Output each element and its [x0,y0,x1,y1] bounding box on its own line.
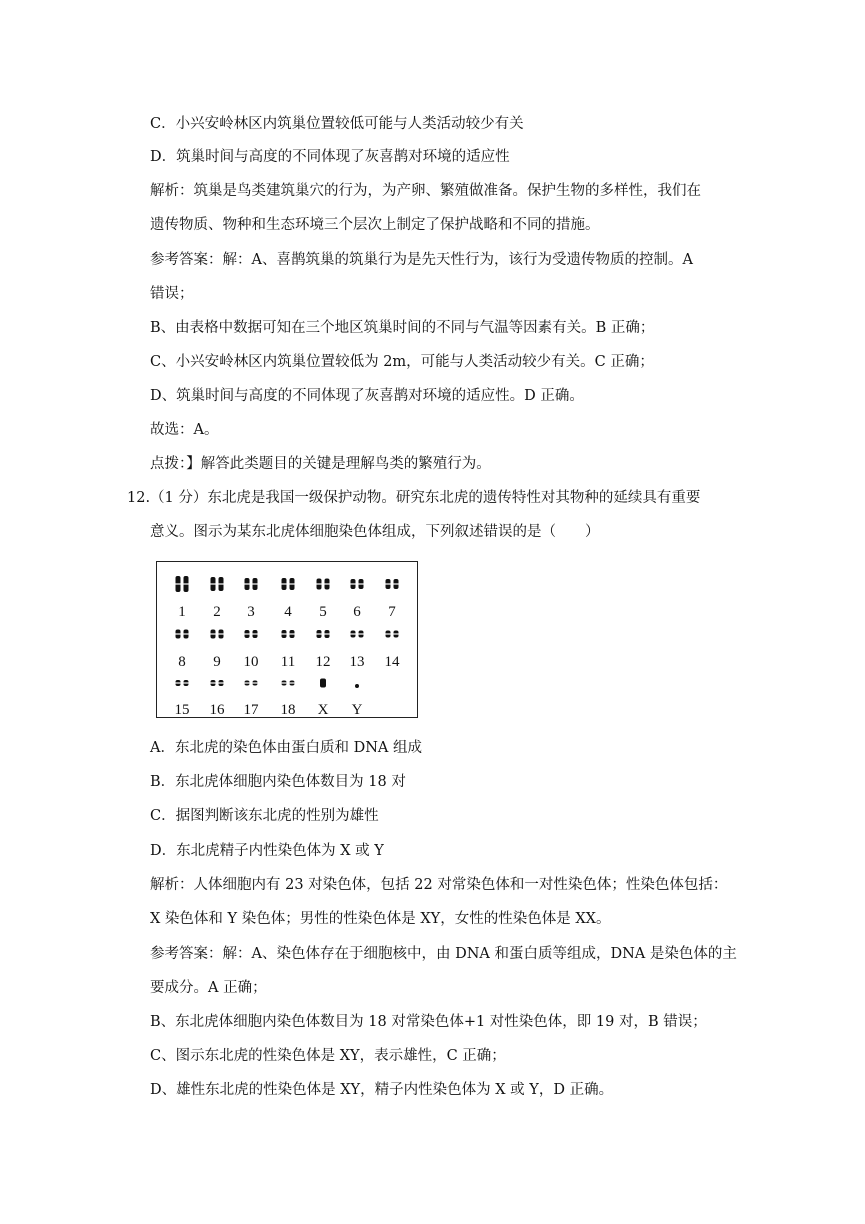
q12-stem-line-1: 12.（1 分）东北虎是我国一级保护动物。研究东北虎的遗传特性对其物种的延续具有重要 [127,490,701,506]
q12-answer-line-3: B、东北虎体细胞内染色体数目为 18 对常染色体+1 对性染色体，即 19 对，B 错误； [150,1014,707,1030]
karyotype-label-10: 10 [243,654,259,670]
karyotype-label-7: 7 [388,604,396,620]
karyotype-label-6: 6 [353,604,361,620]
karyotype-label-4: 4 [284,604,292,620]
karyotype-label-3: 3 [247,604,255,620]
q11-option-c: C．小兴安岭林区内筑巢位置较低可能与人类活动较少有关 [150,116,524,132]
q12-option-b: B．东北虎体细胞内染色体数目为 18 对 [150,774,406,790]
q12-answer-line-2: 要成分。A 正确； [150,980,267,996]
karyotype-label-13: 13 [349,654,365,670]
karyotype-label-17: 17 [243,702,259,717]
chromosome-3 [245,578,258,590]
chromosome-4 [282,578,295,590]
chromosome-Y [355,684,359,688]
chromosome-12 [317,630,330,638]
q12-option-c: C．据图判断该东北虎的性别为雄性 [150,808,379,824]
q12-stem-line-2: 意义。图示为某东北虎体细胞染色体组成，下列叙述错误的是（ ） [150,524,600,540]
chromosome-13 [351,631,364,638]
karyotype-label-12: 12 [315,654,331,670]
q11-analysis-line-1: 解析：筑巢是鸟类建筑巢穴的行为，为产卵、繁殖做准备。保护生物的多样性，我们在 [150,183,701,199]
q12-analysis-line-2: X 染色体和 Y 染色体；男性的性染色体是 XY，女性的性染色体是 XX。 [150,911,611,927]
karyotype-label-14: 14 [384,654,400,670]
chromosome-16 [211,680,224,686]
chromosome-6 [351,579,364,589]
karyotype-label-Y: Y [351,702,363,717]
q12-answer-line-4: C、图示东北虎的性染色体是 XY，表示雄性，C 正确； [150,1048,506,1064]
chromosome-11 [282,630,295,638]
q11-option-d: D．筑巢时间与高度的不同体现了灰喜鹊对环境的适应性 [150,149,510,165]
chromosome-15 [176,680,189,686]
karyotype-label-1: 1 [178,604,186,620]
q11-answer-line-3: B、由表格中数据可知在三个地区筑巢时间的不同与气温等因素有关。B 正确； [150,320,655,336]
karyotype-label-5: 5 [319,604,327,620]
chromosome-5 [317,579,330,590]
karyotype-label-8: 8 [178,654,186,670]
q11-analysis-line-2: 遗传物质、物种和生态环境三个层次上制定了保护战略和不同的措施。 [150,217,600,233]
chromosome-10 [245,630,258,638]
q11-answer-line-4: C、小兴安岭林区内筑巢位置较低为 2m，可能与人类活动较少有关。C 正确； [150,354,654,370]
q11-tip: 点拨：】解答此类题目的关键是理解鸟类的繁殖行为。 [150,456,491,472]
q12-option-a: A．东北虎的染色体由蛋白质和 DNA 组成 [150,740,422,756]
chromosome-8 [176,630,189,639]
q12-analysis-line-1: 解析：人体细胞内有 23 对染色体，包括 22 对常染色体和一对性染色体；性染色体包括： [150,877,728,893]
karyotype-svg [157,562,417,717]
karyotype-label-11: 11 [280,654,296,670]
q11-choice: 故选：A。 [150,422,219,438]
q12-answer-line-5: D、雄性东北虎的性染色体是 XY，精子内性染色体为 X 或 Y，D 正确。 [150,1082,614,1098]
q12-answer-line-1: 参考答案：解：A、染色体存在于细胞核中，由 DNA 和蛋白质等组成，DNA 是染色体的主 [150,946,737,962]
chromosome-17 [245,681,258,686]
karyotype-label-2: 2 [213,604,221,620]
chromosome-X [320,679,326,688]
karyotype-label-18: 18 [280,702,296,717]
chromosome-18 [282,681,295,686]
q11-answer-line-5: D、筑巢时间与高度的不同体现了灰喜鹊对环境的适应性。D 正确。 [150,388,584,404]
chromosome-1 [176,576,189,592]
karyotype-label-16: 16 [209,702,225,717]
q12-option-d: D．东北虎精子内性染色体为 X 或 Y [150,843,384,859]
chromosome-2 [211,577,224,591]
chromosome-7 [386,579,399,589]
karyotype-figure [156,561,418,718]
q11-answer-line-2: 错误； [150,286,194,302]
karyotype-label-9: 9 [213,654,221,670]
q11-answer-line-1: 参考答案：解：A、喜鹊筑巢的筑巢行为是先天性行为，该行为受遗传物质的控制。A [150,252,693,268]
chromosome-9 [211,630,224,639]
karyotype-label-X: X [317,702,329,717]
karyotype-label-15: 15 [174,702,190,717]
chromosome-14 [386,631,399,638]
